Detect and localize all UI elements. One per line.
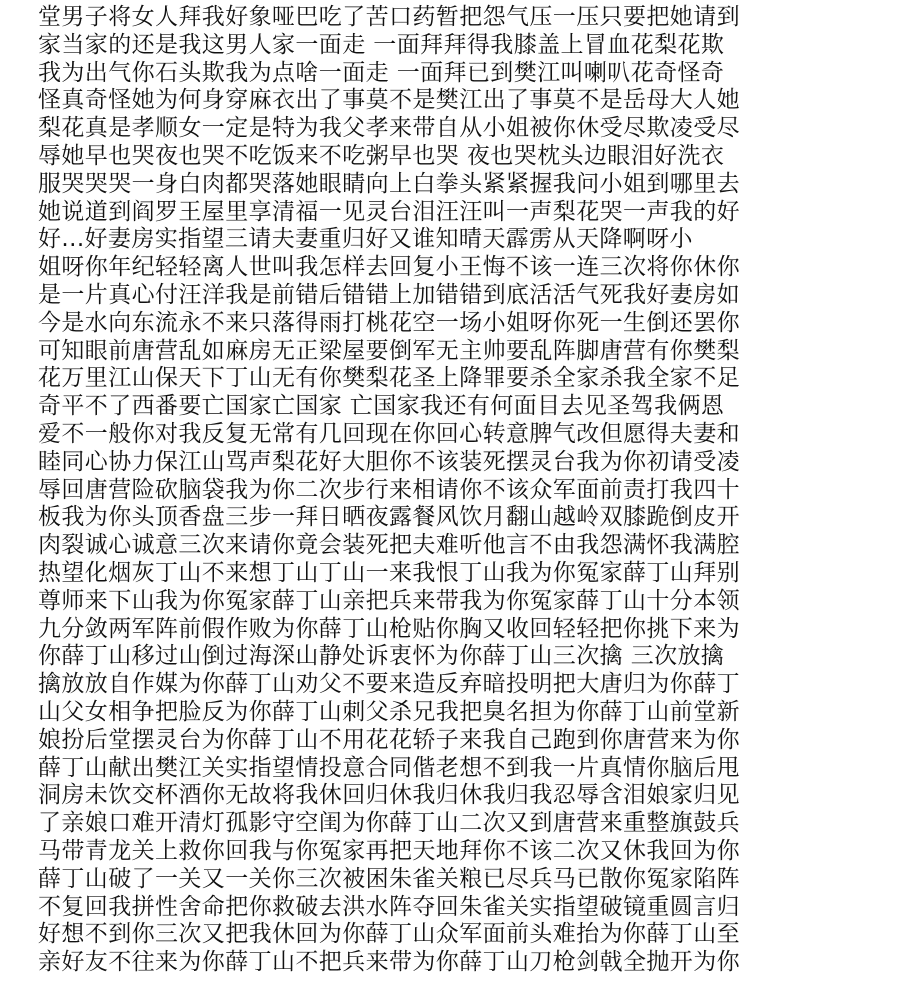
text-line: 亲好友不往来为你薛丁山不把兵来带为你薛丁山刀枪剑戟全抛开为你 xyxy=(38,949,740,976)
text-line: 洞房未饮交杯酒你无故将我休回归休我归休我归我忍辱含泪娘家归见 xyxy=(38,782,740,809)
text-line: 肉裂诚心诚意三次来请你竟会装死把夫难听他言不由我怨满怀我满腔 xyxy=(38,532,740,559)
text-line: 娘扮后堂摆灵台为你薛丁山不用花花轿子来我自己跑到你唐营来为你 xyxy=(38,726,740,753)
text-line: 梨花真是孝顺女一定是特为我父孝来带自从小姐被你休受尽欺凌受尽 xyxy=(38,115,740,142)
text-line: 了亲娘口难开清灯孤影守空闺为你薛丁山二次又到唐营来重整旗鼓兵 xyxy=(38,810,740,837)
text-line: 奇平不了西番要亡国家亡国家 亡国家我还有何面目去见圣驾我俩恩 xyxy=(38,393,725,420)
text-line: 不复回我拼性舍命把你救破去洪水阵夺回朱雀关实指望破镜重圆言归 xyxy=(38,893,740,920)
text-line: 马带青龙关上救你回我与你冤家再把天地拜你不该二次又休我回为你 xyxy=(38,837,740,864)
text-line: 花万里江山保天下丁山无有你樊梨花圣上降罪要杀全家杀我全家不足 xyxy=(38,365,740,392)
text-line: 你薛丁山移过山倒过海深山静处诉衷怀为你薛丁山三次擒 三次放擒 xyxy=(38,643,725,670)
text-line: 是一片真心付汪洋我是前错后错错上加错错到底活活气死我好妻房如 xyxy=(38,281,740,308)
text-line: 我为出气你石头欺我为点啥一面走 一面拜已到樊江叫喇叭花奇怪奇 xyxy=(38,59,725,86)
text-line: 怪真奇怪她为何身穿麻衣出了事莫不是樊江出了事莫不是岳母大人她 xyxy=(38,87,740,114)
text-line: 好想不到你三次又把我休回为你薛丁山众军面前头难抬为你薛丁山至 xyxy=(38,921,740,948)
text-line: 热望化烟灰丁山不来想丁山丁山一来我恨丁山我为你冤家薛丁山拜别 xyxy=(38,559,740,586)
text-line: 可知眼前唐营乱如麻房无正梁屋要倒军无主帅要乱阵脚唐营有你樊梨 xyxy=(38,337,740,364)
text-line: 家当家的还是我这男人家一面走 一面拜拜得我膝盖上冒血花梨花欺 xyxy=(38,31,725,58)
text-line: 睦同心协力保江山骂声梨花好大胆你不该装死摆灵台我为你初请受凌 xyxy=(38,448,740,475)
text-line: 板我为你头顶香盘三步一拜日晒夜露餐风饮月翻山越岭双膝跪倒皮开 xyxy=(38,504,740,531)
text-line: 服哭哭哭一身白肉都哭落她眼睛向上白拳头紧紧握我问小姐到哪里去 xyxy=(38,170,740,197)
text-line: 九分敛两军阵前假作败为你薛丁山枪贴你胸又收回轻轻把你挑下来为 xyxy=(38,615,740,642)
text-line: 辱回唐营险砍脑袋我为你二次步行来相请你不该众军面前责打我四十 xyxy=(38,476,740,503)
text-line: 薛丁山破了一关又一关你三次被困朱雀关粮已尽兵马已散你冤家陷阵 xyxy=(38,865,740,892)
text-line: 姐呀你年纪轻轻离人世叫我怎样去回复小王悔不该一连三次将你休你 xyxy=(38,254,740,281)
script-text-block xyxy=(38,4,878,977)
text-line: 山父女相争把脸反为你薛丁山刺父杀兄我把臭名担为你薛丁山前堂新 xyxy=(38,698,740,725)
text-line: 尊师来下山我为你冤家薛丁山亲把兵来带我为你冤家薛丁山十分本领 xyxy=(38,587,740,614)
text-line: 擒放放自作媒为你薛丁山劝父不要来造反弃暗投明把大唐归为你薛丁 xyxy=(38,671,740,698)
text-line: 爱不一般你对我反复无常有几回现在你回心转意脾气改但愿得夫妻和 xyxy=(38,420,740,447)
text-line: 堂男子将女人拜我好象哑巴吃了苦口药暂把怨气压一压只要把她请到 xyxy=(38,4,740,30)
text-line: 今是水向东流永不来只落得雨打桃花空一场小姐呀你死一生倒还罢你 xyxy=(38,309,740,336)
text-line: 她说道到阎罗王屋里享清福一见灵台泪汪汪叫一声梨花哭一声我的好 xyxy=(38,198,740,225)
text-line: 辱她早也哭夜也哭不吃饭来不吃粥早也哭 夜也哭枕头边眼泪好洗衣 xyxy=(38,142,725,169)
text-line: 薛丁山献出樊江关实指望情投意合同偕老想不到我一片真情你脑后甩 xyxy=(38,754,740,781)
text-line: 好...好妻房实指望三请夫妻重归好又谁知晴天霹雳从天降啊呀小 xyxy=(38,226,693,253)
